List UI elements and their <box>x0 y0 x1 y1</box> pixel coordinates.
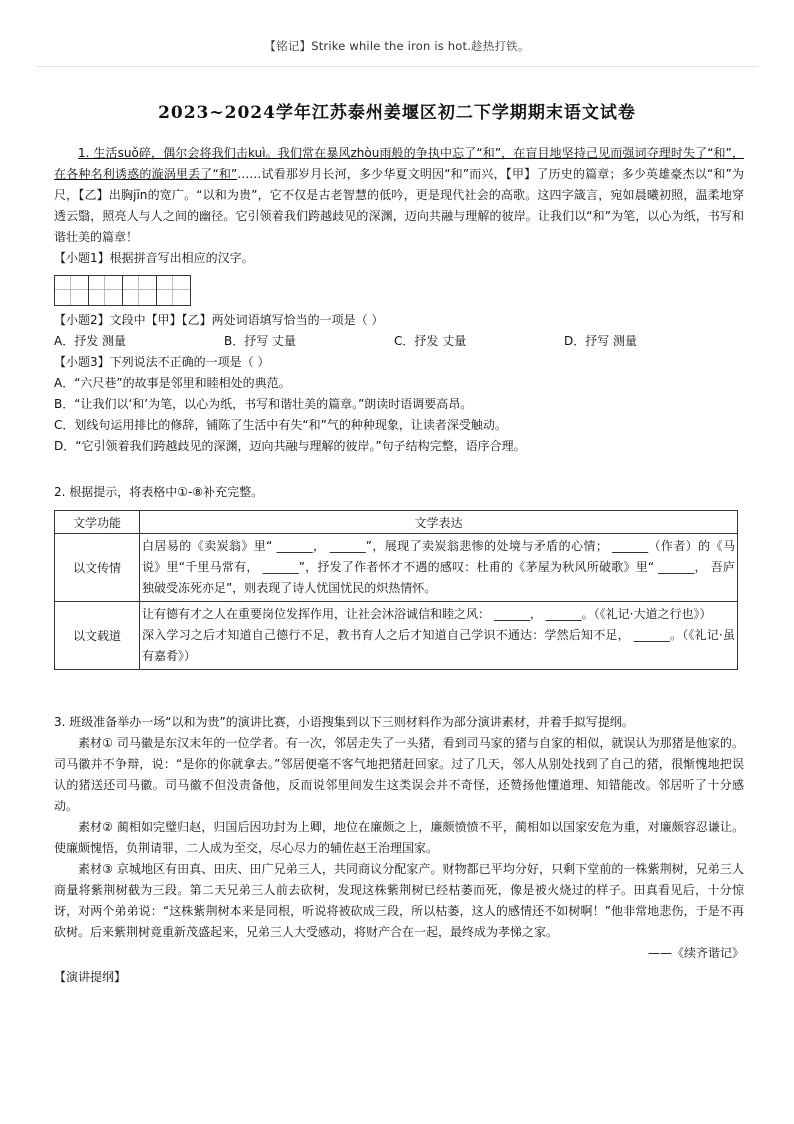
q1-passage <box>54 143 744 248</box>
q3-material-1: 素材① 司马徽是东汉末年的一位学者。有一次，邻居走失了一头猪，看到司马家的猪与自家的相似，就误认为那猪是他家的。司马徽并不争辩，说：“是你的你就拿去。”邻居便毫不客气地把猪赶回家。过了几天，邻人从别处找到了自己的猪，很惭愧地把误认的猪送还司马徽。司马徽不但没责备他，反而说邻里间发生这类误会并不奇怪，还赞扬他懂道理、知错能改。邻居听了十分感动。 <box>54 736 744 813</box>
q3-intro: 3. 班级准备举办一场“以和为贵”的演讲比赛，小语搜集到以下三则材料作为部分演讲素材，并着手拟写提纲。 <box>54 715 634 729</box>
q3-material-2: 素材② 蔺相如完璧归赵，归国后因功封为上卿，地位在廉颇之上，廉颇愤愤不平，蔺相如以国家安危为重，对廉颇容忍谦让。使廉颇愧悟，负荆请罪，二人成为至交，尽心尽力的辅佐赵王治理国家。 <box>54 820 744 855</box>
option-b[interactable]: B．“让我们以‘和’为笔，以心为纸，书写和谐壮美的篇章。”朗读时语调要高昂。 <box>54 397 473 411</box>
answer-grid <box>54 275 744 306</box>
option-b[interactable]: B．抒写 丈量 <box>224 334 297 348</box>
row-function-cell: 以文载道 <box>55 602 140 670</box>
answer-box[interactable] <box>156 275 191 306</box>
answer-box[interactable] <box>88 275 123 306</box>
q2-prompt: 2. 根据提示，将表格中①-⑧补充完整。 <box>54 485 264 499</box>
row2-line-b: 深入学习之后才知道自己德行不足，教书育人之后才知道自己学识不通达：学然后知不足， ______。（《礼记·虽有嘉肴》） <box>142 628 735 663</box>
row2-line-a: 让有德有才之人在重要岗位发挥作用，让社会沐浴诚信和睦之风： ______， ______。（《礼记·大道之行也》） <box>142 607 712 621</box>
option-c[interactable]: C．抒发 丈量 <box>394 334 467 348</box>
table-row <box>55 602 738 670</box>
table-header-row <box>55 511 738 534</box>
option-a[interactable]: A．“六尺巷”的故事是邻里和睦相处的典范。 <box>54 376 291 390</box>
question-1 <box>54 143 744 457</box>
option-d[interactable]: D．抒写 测量 <box>564 334 638 348</box>
q1-sub2-options <box>54 331 744 352</box>
row-expression-cell[interactable] <box>140 602 738 670</box>
answer-box[interactable] <box>54 275 89 306</box>
fill-in-table <box>54 510 738 670</box>
row-function-cell: 以文传情 <box>55 534 140 602</box>
question-3 <box>54 712 744 988</box>
option-a[interactable]: A．抒发 测量 <box>54 334 127 348</box>
page-title: 2023~2024学年江苏泰州姜堰区初二下学期期末语文试卷 <box>158 103 636 123</box>
q3-source: ——《续齐谐记》 <box>647 946 744 960</box>
q1-underlined-sentence: 1. 生活suǒ碎，偶尔会将我们击kuì。我们常在暴风zhòu雨般的争执中忘了“和”，在盲目地坚持己见而强词夺理时失了“和”，在各种名利诱惑的漩涡里丢了“和” <box>54 146 744 181</box>
header-motto: 【铭记】Strike while the iron is hot.趁热打铁。 <box>264 39 530 53</box>
q3-outline-heading: 【演讲提纲】 <box>54 970 127 984</box>
q1-passage-rest: ……试看那岁月长河，多少华夏文明因“和”而兴，【甲】了历史的篇章；多少英雄豪杰以“和”为尺，【乙】出胸jīn的宽广。“以和为贵”，它不仅是古老智慧的低吟，更是现代社会的高歌。这四字箴言，宛如晨曦初照，温柔地穿透云翳，照亮人与人之间的幽径。它引领着我们跨越歧见的深渊，迈向共融与理解的彼岸。让我们以“和”为笔，以心为纸，书写和谐壮美的篇章！ <box>54 167 744 244</box>
question-2 <box>54 482 744 670</box>
q3-material-3: 素材③ 京城地区有田真、田庆、田广兄弟三人，共同商议分配家产。财物都已平均分好，只剩下堂前的一株紫荆树，兄弟三人商量将紫荆树截为三段。第二天兄弟三人前去砍树，发现这株紫荆树已经枯萎而死，像是被火烧过的样子。田真看见后，十分惊讶，对两个弟弟说：“这株紫荆树本来是同根，听说将被砍成三段，所以枯萎，这人的感情还不如树啊！”他非常地悲伤，于是不再砍树。后来紫荆树竟重新茂盛起来，兄弟三人大受感动，将财产合在一起，最终成为孝悌之家。 <box>54 862 744 939</box>
row-expression-cell[interactable]: 白居易的《卖炭翁》里“ ______， ______”，展现了卖炭翁悲惨的处境与矛盾的心情； ______（作者）的《马说》里“千里马常有， ______”，抒发了作者怀才不遇的感叹：杜甫的《茅屋为秋风所破歌》里“ ______， 吾庐独破受冻死亦足”，则表现了诗人忧国忧民的炽热情怀。 <box>140 534 738 602</box>
col-function-header: 文学功能 <box>55 511 140 534</box>
table-row <box>55 534 738 602</box>
option-c[interactable]: C．划线句运用排比的修辞，铺陈了生活中有失“和”气的种种现象，让读者深受触动。 <box>54 418 507 432</box>
q1-subquestion-3: 【小题3】下列说法不正确的一项是（ ） <box>54 355 270 369</box>
q1-subquestion-1: 【小题1】根据拼音写出相应的汉字。 <box>54 251 254 265</box>
answer-box[interactable] <box>122 275 157 306</box>
col-expression-header: 文学表达 <box>140 511 738 534</box>
q1-subquestion-2: 【小题2】文段中【甲】【乙】两处词语填写恰当的一项是（ ） <box>54 313 384 327</box>
option-d[interactable]: D．“它引领着我们跨越歧见的深渊，迈向共融与理解的彼岸。”句子结构完整，语序合理。 <box>54 439 526 453</box>
header-divider <box>36 66 758 67</box>
